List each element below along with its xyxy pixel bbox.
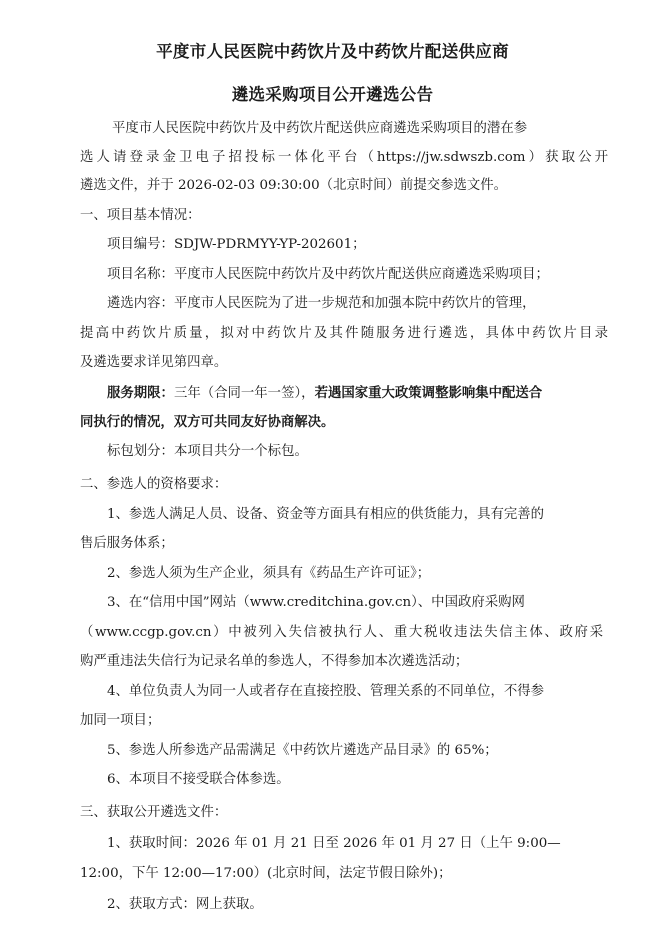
service-period-line-2: 同执行的情况，双方可共同友好协商解决。 (80, 414, 335, 430)
service-period-text: 三年（合同一年一签）， (173, 386, 315, 401)
project-number: 项目编号：SDJW-PDRMYY-YP-202601； (107, 237, 366, 252)
intro-line-3: 遴选文件，并于 2026-02-03 09:30:00（北京时间）前提交参选文件。 (80, 178, 508, 193)
service-period-line-1 (107, 383, 542, 404)
requirement-3-line-2: （www.ccgp.gov.cn）中被列入失信被执行人、重大税收违法失信主体、政府采 (80, 625, 603, 640)
obtain-method: 2、获取方式：网上获取。 (107, 897, 263, 912)
requirement-1-line-1: 1、参选人满足人员、设备、资金等方面具有相应的供货能力，具有完善的 (107, 507, 545, 522)
section-1-heading: 一、项目基本情况： (80, 208, 201, 223)
requirement-5: 5、参选人所参选产品需满足《中药饮片遴选产品目录》的 65%； (107, 743, 498, 758)
service-period-note: 若遇国家重大政策调整影响集中配送合 (314, 385, 543, 401)
selection-content-line-3: 及遴选要求详见第四章。 (80, 355, 228, 370)
requirement-6: 6、本项目不接受联合体参选。 (107, 772, 290, 787)
requirement-1-line-2: 售后服务体系； (80, 536, 174, 551)
selection-content-line-2: 提高中药饮片质量，拟对中药饮片及其件随服务进行遴选，具体中药饮片目录 (80, 326, 608, 341)
intro-line-1: 平度市人民医院中药饮片及中药饮片配送供应商遴选采购项目的潜在参 (112, 121, 528, 136)
section-2-heading: 二、参选人的资格要求： (80, 477, 228, 492)
selection-content-line-1: 遴选内容：平度市人民医院为了进一步规范和加强本院中药饮片的管理， (107, 296, 536, 311)
obtain-time-line-2: 12:00，下午 12:00—17:00）(北京时间，法定节假日除外)； (80, 866, 452, 881)
section-3-heading: 三、获取公开遴选文件： (80, 805, 228, 820)
requirement-4-line-1: 4、单位负责人为同一人或者存在直接控股、管理关系的不同单位，不得参 (107, 684, 545, 699)
obtain-time-line-1: 1、获取时间：2026 年 01 月 21 日至 2026 年 01 月 27 日（上午 9:00— (107, 836, 561, 851)
requirement-2: 2、参选人须为生产企业，须具有《药品生产许可证》； (107, 566, 431, 581)
intro-line-2: 选人请登录金卫电子招投标一体化平台（https://jw.sdwszb.com）获取公开 (80, 150, 608, 165)
requirement-3-line-1: 3、在“信用中国”网站（www.creditchina.gov.cn）、中国政府采购网 (107, 595, 525, 610)
lot-division: 标包划分：本项目共分一个标包。 (107, 444, 308, 459)
page-title-line-2: 遴选采购项目公开遴选公告 (231, 85, 434, 104)
page-title-line-1: 平度市人民医院中药饮片及中药饮片配送供应商 (156, 42, 509, 61)
requirement-4-line-2: 加同一项目； (80, 713, 161, 728)
project-name: 项目名称：平度市人民医院中药饮片及中药饮片配送供应商遴选采购项目； (107, 267, 549, 282)
service-period-label: 服务期限： (107, 385, 174, 401)
requirement-3-line-3: 购严重违法失信行为记录名单的参选人，不得参加本次遴选活动； (80, 654, 469, 669)
